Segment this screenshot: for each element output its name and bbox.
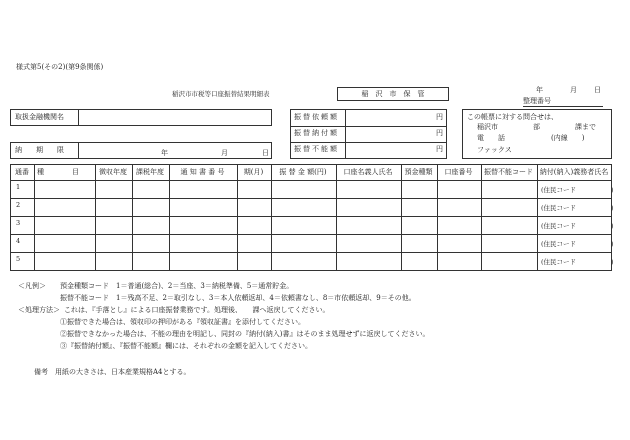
completed-unit: 円	[436, 129, 443, 137]
issuer-box	[337, 87, 449, 101]
bank-name-field[interactable]	[81, 111, 269, 124]
amounts-box	[290, 109, 447, 159]
payment-date-label: 納 期 限	[15, 146, 64, 154]
header-item: 種 目	[37, 168, 79, 176]
row-number: 3	[16, 219, 21, 227]
header-deposit-type: 預金種類	[404, 168, 433, 176]
header-period: 期(月)	[243, 168, 264, 176]
form-number: 様式第5(その2)(第9条関係)	[16, 63, 104, 71]
reference-number-field[interactable]	[523, 98, 603, 107]
method-text: これは、『手落とし』による口座振替業務です。処理後、 課へ返戻してください。	[64, 306, 330, 314]
legend-label: ＜凡例＞	[18, 282, 46, 290]
bank-name-box	[10, 109, 272, 126]
payment-date-month: 月	[221, 149, 228, 157]
deposit-type-codes: 預金種類コード 1＝普通(総合)、2＝当座、3＝納税準備、5＝通常貯金。	[60, 282, 294, 290]
contact-city: 稲沢市	[477, 123, 498, 131]
contact-heading: この帳票に対する問合せは、	[467, 113, 558, 121]
method-item-2: ②振替できなかった場合は、不能の理由を明記し、同封の『納付(納入)書』はそのまま処理せずに返戻してください。	[60, 330, 430, 338]
bank-name-label: 取扱金融機関名	[15, 113, 64, 121]
header-fail-code: 振替不能コード	[484, 168, 533, 176]
header-account-number: 口座番号	[444, 168, 473, 176]
contact-box	[462, 109, 612, 159]
header-collection-year: 徴収年度	[99, 168, 127, 176]
method-item-3: ③『振替納付額』、『振替不能額』欄には、それぞれの金額を記入してください。	[60, 342, 312, 350]
date-month: 月	[570, 86, 577, 94]
resident-code: (住民コード )	[541, 204, 614, 212]
contact-dept: 部	[533, 123, 540, 131]
failed-amount-field[interactable]	[348, 143, 428, 157]
row-number: 4	[16, 237, 21, 245]
date-day: 日	[594, 86, 601, 94]
issuer-label: 稲 沢 市 保 管	[361, 89, 425, 98]
completed-label: 振替納付額	[294, 129, 339, 137]
requested-unit: 円	[436, 113, 443, 121]
fail-codes: 振替不能コード 1＝残高不足、2＝取引なし、3＝本人依頼返却、4＝依頼書なし、8＝市依頼返却、9＝その他。	[60, 294, 416, 302]
payment-date-year: 年	[161, 149, 168, 157]
form-title: 稲沢市市税等口座振替結果明細表	[172, 90, 270, 98]
contact-extension: (内線 )	[551, 134, 585, 142]
remark: 備考 用紙の大きさは、日本産業規格A4とする。	[34, 368, 191, 376]
header-notice-number: 通 知 書 番 号	[180, 168, 225, 176]
contact-section: 課まで	[575, 123, 596, 131]
header-taxpayer-name: 納付(納入)義務者氏名	[539, 168, 609, 176]
date-year: 年	[536, 86, 543, 94]
row-number: 5	[16, 255, 21, 263]
results-table	[10, 164, 612, 271]
failed-unit: 円	[436, 145, 443, 153]
completed-amount-field[interactable]	[348, 127, 428, 141]
method-label: ＜処理方法＞	[18, 306, 60, 314]
header-amount: 振 替 金 額(円)	[279, 168, 327, 176]
contact-fax: ファックス	[477, 146, 512, 154]
payment-date-field[interactable]	[81, 144, 269, 157]
resident-code: (住民コード )	[541, 258, 614, 266]
row-number: 2	[16, 201, 21, 209]
payment-date-day: 日	[262, 149, 269, 157]
method-item-1: ①振替できた場合は、領収印の押印がある『領収証書』を添付してください。	[60, 318, 305, 326]
requested-label: 振替依頼額	[294, 113, 339, 121]
header-account-holder: 口座名義人氏名	[343, 168, 393, 176]
failed-label: 振替不能額	[294, 145, 339, 153]
requested-amount-field[interactable]	[348, 111, 428, 125]
reference-label: 整理番号	[523, 97, 551, 105]
resident-code: (住民コード )	[541, 222, 614, 230]
resident-code: (住民コード )	[541, 240, 614, 248]
resident-code: (住民コード )	[541, 186, 614, 194]
contact-phone: 電 話	[477, 134, 505, 142]
header-tax-year: 課税年度	[136, 168, 164, 176]
header-serial: 通番	[15, 168, 29, 176]
payment-date-box	[10, 142, 272, 159]
row-number: 1	[16, 183, 21, 191]
